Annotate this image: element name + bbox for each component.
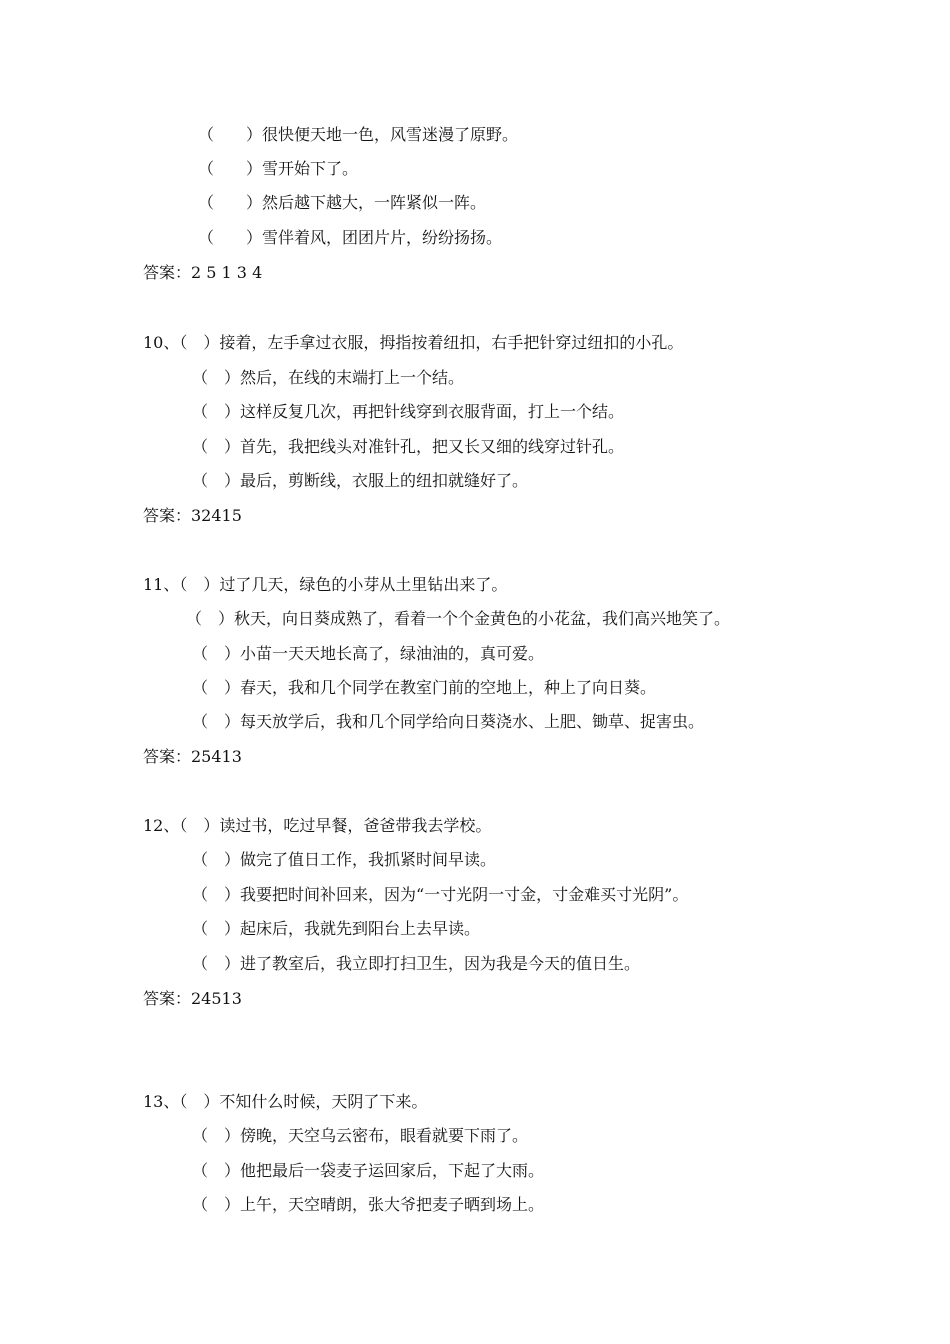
answer-line: 答案：32415 [143,506,242,525]
sentence-item: （ ）然后越下越大，一阵紧似一阵。 [198,193,487,212]
sentence-item: （ ）雪伴着风，团团片片，纷纷扬扬。 [198,228,503,247]
answer-line: 答案：25413 [143,747,242,766]
sentence-item: （ ）春天，我和几个同学在教室门前的空地上，种上了向日葵。 [192,678,657,697]
question-heading: 10、（ ）接着，左手拿过衣服，拇指按着纽扣，右手把针穿过纽扣的小孔。 [143,333,684,352]
sentence-item: （ ）小苗一天天地长高了，绿油油的，真可爱。 [192,644,545,663]
sentence-item: （ ）最后，剪断线，衣服上的纽扣就缝好了。 [192,471,529,490]
sentence-item: （ ）起床后，我就先到阳台上去早读。 [192,919,481,938]
sentence-item: （ ）他把最后一袋麦子运回家后，下起了大雨。 [192,1161,545,1180]
sentence-item: （ ）秋天，向日葵成熟了，看着一个个金黄色的小花盆，我们高兴地笑了。 [186,609,731,628]
question-heading: 11、（ ）过了几天，绿色的小芽从土里钻出来了。 [143,575,508,594]
sentence-item: （ ）然后，在线的末端打上一个结。 [192,368,465,387]
question-heading: 12、（ ）读过书，吃过早餐，爸爸带我去学校。 [143,816,492,835]
sentence-item: （ ）我要把时间补回来，因为“一寸光阴一寸金，寸金难买寸光阴”。 [192,885,689,904]
question-heading: 13、（ ）不知什么时候，天阴了下来。 [143,1092,428,1111]
sentence-item: （ ）雪开始下了。 [198,159,359,178]
sentence-item: （ ）傍晚，天空乌云密布，眼看就要下雨了。 [192,1126,529,1145]
sentence-item: （ ）进了教室后，我立即打扫卫生，因为我是今天的值日生。 [192,954,641,973]
sentence-item: （ ）每天放学后，我和几个同学给向日葵浇水、上肥、锄草、捉害虫。 [192,712,705,731]
sentence-item: （ ）这样反复几次，再把针线穿到衣服背面，打上一个结。 [192,402,625,421]
answer-line: 答案：2 5 1 3 4 [143,263,263,282]
sentence-item: （ ）做完了值日工作，我抓紧时间早读。 [192,850,497,869]
sentence-item: （ ）首先，我把线头对准针孔，把又长又细的线穿过针孔。 [192,437,625,456]
sentence-item: （ ）上午，天空晴朗，张大爷把麦子晒到场上。 [192,1195,545,1214]
answer-line: 答案：24513 [143,989,242,1008]
sentence-item: （ ）很快便天地一色，风雪迷漫了原野。 [198,125,519,144]
